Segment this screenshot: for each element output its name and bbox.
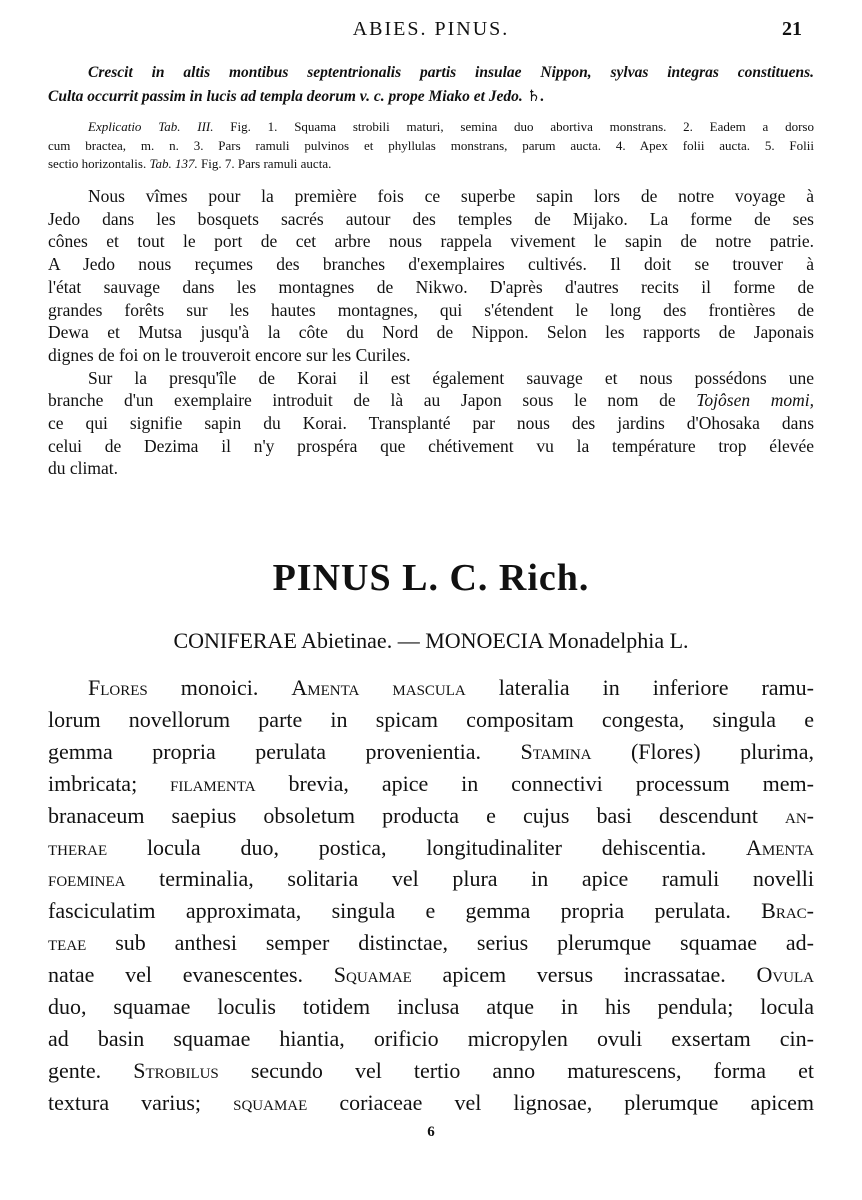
text-line xyxy=(48,64,814,82)
text-line xyxy=(48,1058,814,1084)
text-segment: Jedo dans les bosquets sacrés autour des temples de Mijako. La forme de ses xyxy=(48,208,814,229)
text-segment: Crescit in altis montibus septentrionalis partis insulae Nippon, sylvas integras constituens. xyxy=(88,64,814,81)
text-line xyxy=(48,1090,814,1116)
text-line xyxy=(48,413,814,434)
text-segment: ce qui signifie sapin du Korai. Transplanté par nous des jardins d'Ohosaka dans xyxy=(48,413,814,433)
signature-mark: 6 xyxy=(427,1124,435,1140)
text-segment: l'état sauvage dans les montagnes de Nikwo. D'après d'autres recits il forme de xyxy=(48,276,814,297)
text-segment: therae xyxy=(48,834,108,860)
text-segment: monoici. xyxy=(147,675,292,700)
text-line xyxy=(48,300,814,321)
text-segment: locula duo, postica, longitudinaliter dehiscentia. xyxy=(107,834,746,860)
text-segment: Sur la presqu'île de Korai il est également sauvage et nous possédons une xyxy=(88,367,814,388)
text-segment: coriaceae vel lignosae, plerumque apicem xyxy=(307,1089,814,1115)
text-segment: (Flores) plurima, xyxy=(591,738,814,764)
text-line xyxy=(48,739,814,765)
text-line xyxy=(48,186,814,207)
text-segment: Ovula xyxy=(756,962,815,988)
text-line xyxy=(48,458,814,479)
text-segment: an- xyxy=(785,802,814,828)
text-line xyxy=(48,368,814,389)
text-segment: fasciculatim approximata, singula e gemma propria perulata. xyxy=(48,898,762,924)
text-segment: Tab. 137. xyxy=(149,156,198,171)
text-segment: filamenta xyxy=(170,770,256,796)
text-line xyxy=(48,156,814,172)
text-line xyxy=(48,390,814,411)
text-segment: Nous vîmes pour la première fois ce superbe sapin lors de notre voyage à xyxy=(88,186,814,206)
text-segment: du climat. xyxy=(48,458,118,479)
text-segment: A Jedo nous reçumes des branches d'exemplaires cultivés. Il doit se trouver à xyxy=(48,254,814,275)
text-segment: Fig. 7. Pars ramuli aucta. xyxy=(197,156,332,171)
text-line xyxy=(48,675,814,701)
text-segment: duo, squamae loculis totidem inclusa atque in his pendula; locula xyxy=(48,994,814,1019)
text-segment: Strobilus xyxy=(133,1057,219,1083)
text-segment: Amenta xyxy=(745,834,814,860)
text-segment: Squamae xyxy=(333,962,412,988)
text-segment: sub anthesi semper distinctae, serius plerumque squamae ad- xyxy=(86,930,814,956)
text-segment: Explicatio Tab. III. xyxy=(88,119,214,134)
text-line xyxy=(48,436,814,457)
text-segment: terminalia, solitaria vel plura in apice ramuli novelli xyxy=(125,866,814,892)
text-segment: cônes et tout le port de cet arbre nous rappela vivement le sapin de notre patrie. xyxy=(48,231,814,252)
text-segment: branche d'un exemplaire introduit de là au Japon sous le nom de xyxy=(48,390,697,411)
text-segment: Flores xyxy=(88,675,148,700)
text-segment: Amenta mascula xyxy=(291,675,466,700)
genus-classification: CONIFERAE Abietinae. — MONOECIA Monadelphia L. xyxy=(173,628,689,653)
text-line xyxy=(48,86,814,106)
text-segment: secundo vel tertio anno maturescens, forma et xyxy=(218,1057,814,1083)
text-segment: lorum novellorum parte in spicam compositam congesta, singula e xyxy=(48,706,814,732)
text-line xyxy=(48,209,814,230)
text-segment: celui de Dezima il n'y prospéra que chétivement vu la température trop élevée xyxy=(48,435,814,456)
text-line xyxy=(48,803,814,829)
text-segment: lateralia in inferiore ramu- xyxy=(465,675,814,700)
text-line xyxy=(48,138,814,154)
text-segment: squamae xyxy=(233,1089,308,1115)
text-segment: dignes de foi on le trouveroit encore sur les Curiles. xyxy=(48,344,411,365)
text-segment: Dewa et Mutsa jusqu'à la côte du Nord de Nippon. Selon les rapports de Japonais xyxy=(48,322,814,343)
text-segment: imbricata; xyxy=(48,770,171,796)
page-number: 21 xyxy=(782,18,802,40)
text-segment: apicem versus incrassatae. xyxy=(411,962,757,988)
text-line xyxy=(48,994,814,1020)
text-line xyxy=(48,835,814,861)
running-title: ABIES. PINUS. xyxy=(352,18,510,40)
text-segment: ad basin squamae hiantia, orificio micropylen ovuli exsertam cin- xyxy=(48,1025,814,1051)
text-segment: gente. xyxy=(48,1057,134,1083)
text-segment: teae xyxy=(48,930,87,956)
text-segment: cum bractea, m. n. 3. Pars ramuli pulvinos et phyllulas monstrans, parum aucta. 4. Apex folii aucta. 5. Folii xyxy=(48,137,814,153)
text-segment: Fig. 1. Squama strobili maturi, semina duo abortiva monstrans. 2. Eadem a dorso xyxy=(213,119,814,134)
text-line xyxy=(48,231,814,252)
text-segment: textura varius; xyxy=(48,1089,234,1115)
text-line xyxy=(48,119,814,135)
text-segment: gemma propria perulata provenientia. xyxy=(48,738,521,764)
text-line xyxy=(48,771,814,797)
text-line xyxy=(48,345,814,366)
text-segment: Culta occurrit passim in lucis ad templa deorum v. c. prope Miako et Jedo. ♄. xyxy=(48,88,545,105)
text-segment: branaceum saepius obsoletum producta e cujus basi descendunt xyxy=(48,802,785,828)
text-segment: Tojôsen momi, xyxy=(696,390,814,411)
text-line xyxy=(48,898,814,924)
text-line xyxy=(48,962,814,988)
text-segment: Stamina xyxy=(520,738,592,764)
text-segment: sectio horizontalis. xyxy=(48,156,150,171)
text-line xyxy=(48,277,814,298)
text-line xyxy=(48,254,814,275)
text-segment: Brac- xyxy=(761,898,814,924)
text-segment: natae vel evanescentes. xyxy=(48,962,334,988)
text-segment: grandes forêts sur les hautes montagnes, qui s'étendent le long des frontières de xyxy=(48,299,814,320)
text-segment: foeminea xyxy=(48,866,126,892)
text-segment: brevia, apice in connectivi processum mem- xyxy=(255,770,814,796)
text-line xyxy=(48,322,814,343)
text-line xyxy=(48,930,814,956)
text-line xyxy=(48,1026,814,1052)
genus-title: PINUS L. C. Rich. xyxy=(272,557,590,599)
text-line xyxy=(48,707,814,733)
text-line xyxy=(48,866,814,892)
